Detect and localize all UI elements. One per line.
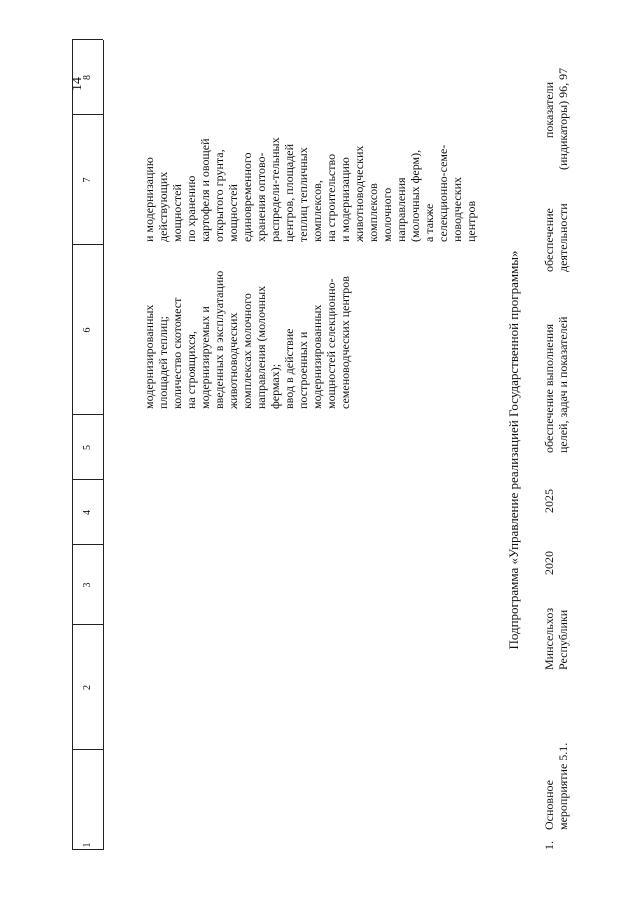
bottom-row-col6 — [542, 283, 570, 453]
text-line: селекционно-семе- — [436, 144, 450, 242]
text-line: Республики — [556, 609, 570, 670]
text-line: комплексов — [366, 183, 380, 242]
text-line: а также — [422, 203, 436, 242]
text-line: обеспечение — [542, 208, 556, 272]
text-line: модернизированных — [142, 304, 156, 409]
text-line: направления (молочных — [254, 285, 268, 409]
bottom-row-col7 — [542, 182, 570, 272]
text-line: комплексов, — [310, 180, 324, 242]
text-line: мощностей — [170, 184, 184, 242]
text-line: и модернизацию — [338, 157, 352, 242]
rotated-table-page — [22, 20, 582, 870]
text-line: хранения оптово- — [254, 152, 268, 242]
header-col-4: 4 — [82, 510, 93, 515]
header-col-5: 5 — [82, 445, 93, 450]
bottom-row-col2 — [542, 720, 570, 830]
text-line: теплиц тепличных — [296, 147, 310, 242]
text-line: количество скотомест — [170, 297, 184, 409]
text-line: обеспечение выполнения — [542, 324, 556, 453]
text-line: ввод в действие — [282, 328, 296, 409]
text-line: деятельности — [556, 203, 570, 272]
text-line: действующих — [156, 171, 170, 242]
text-line: введенных в эксплуатацию — [212, 270, 226, 409]
text-line: молочного — [380, 187, 394, 242]
row-col6-text — [142, 249, 352, 409]
header-col-8: 8 — [82, 75, 93, 80]
bottom-row-col8 — [542, 50, 570, 170]
text-line: фермах); — [268, 363, 282, 409]
text-line: животноводческих — [226, 312, 240, 409]
text-line: по хранению — [184, 175, 198, 242]
header-col-3: 3 — [82, 582, 93, 588]
text-line: мероприятие 5.1. — [556, 742, 570, 830]
text-line: Основное — [542, 780, 556, 830]
subprogram-title: Подпрограмма «Управление реализацией Государственной программы» — [506, 250, 521, 650]
text-line: центров, площадей — [282, 143, 296, 242]
text-line: картофеля и овощей — [198, 138, 212, 242]
text-line: модернизируемых и — [198, 306, 212, 409]
text-line: новодческих — [450, 176, 464, 242]
text-line: на строящихся, — [184, 331, 198, 409]
text-line: (молочных ферм), — [408, 149, 422, 242]
header-col-6: 6 — [82, 327, 93, 333]
header-col-7: 7 — [82, 177, 93, 183]
bottom-row-col5: 2025 — [542, 489, 556, 513]
text-line: направления — [394, 177, 408, 242]
text-line: семеноводческих центров — [338, 276, 352, 409]
text-line: на строительство — [324, 153, 338, 242]
text-line: открытого грунта, — [212, 149, 226, 242]
text-line: единовременного — [240, 152, 254, 242]
header-bottom-border — [103, 40, 104, 850]
text-line: центров — [464, 200, 478, 242]
text-line: мощностей — [226, 184, 240, 242]
text-line: комплексах молочного — [240, 293, 254, 409]
header-top-border — [72, 40, 73, 850]
text-line: модернизированных — [310, 304, 324, 409]
text-line: целей, задач и показателей — [556, 316, 570, 453]
row-col7-text — [142, 117, 478, 242]
bottom-row-number: 1. — [542, 841, 556, 850]
text-line: и модернизацию — [142, 157, 156, 242]
text-line: (индикаторы) 96, 97 — [556, 67, 570, 170]
page-number: 14 — [70, 77, 85, 91]
text-line: Минсельхоз — [542, 607, 556, 670]
header-col-2: 2 — [82, 685, 93, 690]
text-line: распредели-тельных — [268, 137, 282, 242]
bottom-row-col3 — [542, 590, 570, 670]
bottom-row-col4: 2020 — [542, 551, 556, 575]
text-line: площадей теплиц; — [156, 316, 170, 409]
text-line: построенных и — [296, 331, 310, 409]
text-line: животноводческих — [352, 145, 366, 242]
header-col-1: 1 — [82, 842, 93, 848]
text-line: показатели — [542, 81, 556, 139]
text-line: мощностей селекционно- — [324, 278, 338, 409]
